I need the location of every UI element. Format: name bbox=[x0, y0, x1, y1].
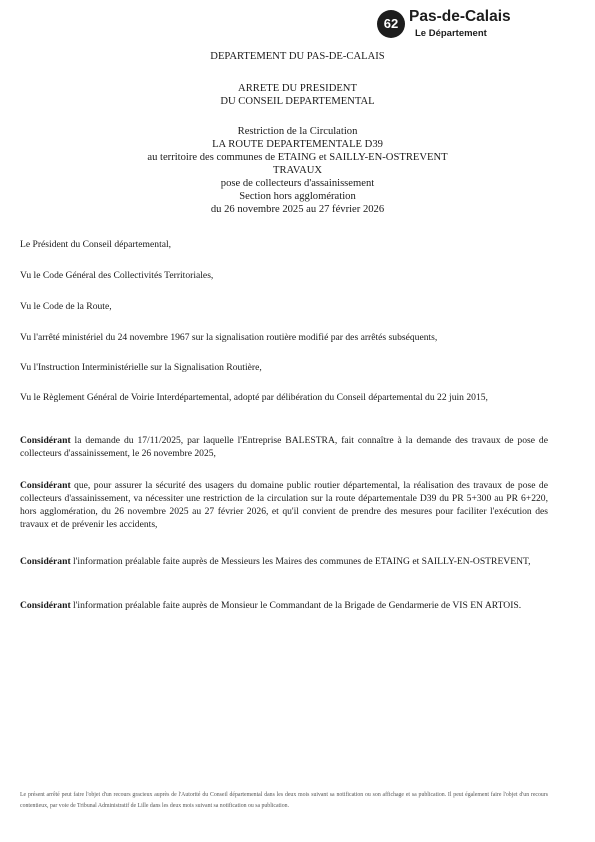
considerant-paragraph-1 bbox=[20, 434, 548, 460]
intro-paragraph: Le Président du Conseil départemental, bbox=[20, 239, 172, 250]
considerant-text: que, pour assurer la sécurité des usagers du domaine public routier départemental, la réalisation des travaux de pose de collecteurs d'assainissement, va nécessiter une restriction de la circulation sur la route départementale D39 du PR 5+300 au PR 6+220, hors agglomération, du 26 novembre 2025 au 27 février 2026, et qu'il convient de prendre des mesures pour faciliter l'exécution des travaux et de prévenir les accidents, bbox=[20, 480, 548, 530]
logo-name: Pas-de-Calais bbox=[409, 8, 511, 25]
legal-footer-notice: Le présent arrêté peut faire l'objet d'un recours gracieux auprès de l'Autorité du Conseil départemental dans les deux mois suivant sa notification ou son affichage et sa publication. Il peut également faire l'objet d'un recours contentieux, par voie de Tribunal Administratif de Lille dans les deux mois suivant sa notification ou sa publication. bbox=[20, 792, 548, 809]
vu-paragraph-2: Vu le Code de la Route, bbox=[20, 301, 112, 312]
vu-paragraph-1: Vu le Code Général des Collectivités Territoriales, bbox=[20, 270, 214, 281]
considerant-lead: Considérant bbox=[20, 556, 71, 567]
considerant-paragraph-4 bbox=[20, 599, 548, 612]
considerant-lead: Considérant bbox=[20, 600, 71, 611]
subject-line-4: TRAVAUX bbox=[272, 165, 323, 176]
subject-line-1: Restriction de la Circulation bbox=[237, 126, 358, 137]
subject-line-6: Section hors agglomération bbox=[239, 191, 356, 202]
subject-line-7: du 26 novembre 2025 au 27 février 2026 bbox=[210, 204, 385, 215]
considerant-lead: Considérant bbox=[20, 435, 71, 446]
logo-subtitle: Le Département bbox=[415, 28, 487, 39]
department-heading: DEPARTEMENT DU PAS-DE-CALAIS bbox=[210, 51, 385, 62]
considerant-text: l'information préalable faite auprès de Monsieur le Commandant de la Brigade de Gendarmerie de VIS EN ARTOIS. bbox=[70, 600, 522, 611]
arrete-title-line1: ARRETE DU PRESIDENT bbox=[238, 83, 357, 94]
considerant-lead: Considérant bbox=[20, 480, 71, 491]
subject-line-5: pose de collecteurs d'assainissement bbox=[220, 178, 375, 189]
considerant-paragraph-3 bbox=[20, 555, 548, 568]
department-number-badge: 62 bbox=[377, 10, 405, 38]
considerant-text: l'information préalable faite auprès de Messieurs les Maires des communes de ETAING et SAILLY-EN-OSTREVENT, bbox=[70, 556, 531, 567]
vu-paragraph-5: Vu le Règlement Général de Voirie Interdépartemental, adopté par délibération du Conseil départemental du 22 juin 2015, bbox=[20, 392, 488, 403]
subject-line-2: LA ROUTE DEPARTEMENTALE D39 bbox=[212, 139, 383, 150]
pas-de-calais-logo bbox=[377, 8, 547, 40]
vu-paragraph-4: Vu l'Instruction Interministérielle sur la Signalisation Routière, bbox=[20, 362, 262, 373]
considerant-paragraph-2 bbox=[20, 479, 548, 531]
subject-line-3: au territoire des communes de ETAING et SAILLY-EN-OSTREVENT bbox=[147, 152, 448, 163]
considerant-text: la demande du 17/11/2025, par laquelle l'Entreprise BALESTRA, fait connaître à la demande des travaux de pose de collecteurs d'assainissement, le 26 novembre 2025, bbox=[20, 435, 548, 459]
arrete-title-line2: DU CONSEIL DEPARTEMENTAL bbox=[220, 96, 375, 107]
vu-paragraph-3: Vu l'arrêté ministériel du 24 novembre 1967 sur la signalisation routière modifié par des arrêtés subséquents, bbox=[20, 332, 438, 343]
